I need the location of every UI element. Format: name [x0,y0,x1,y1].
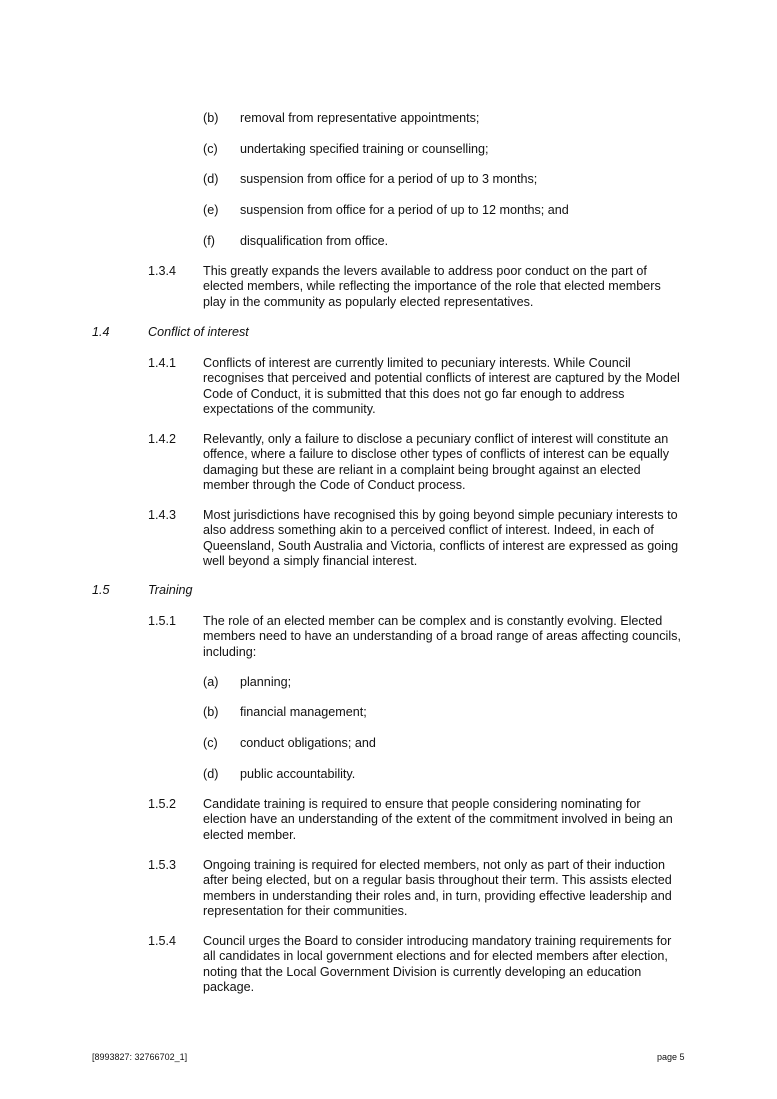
list-item-text: conduct obligations; and [240,736,376,750]
list-item-label: (d) [203,767,219,781]
paragraph-text: Ongoing training is required for elected members, not only as part of their induction after being elected, but on a regular basis throughout their term. This assists elected members in understanding their roles and, in turn, providing effective leadership and representation for their communities. [203,858,672,918]
list-item-label: (a) [203,675,219,689]
paragraph-number: 1.3.4 [148,264,177,278]
list-item-text: removal from representative appointments; [240,111,480,125]
paragraph-text: Candidate training is required to ensure that people considering nominating for election have an understanding of the extent of the commitment involved in being an elected member. [203,797,673,842]
list-item-text: planning; [240,675,292,689]
list-item-label: (b) [203,705,219,719]
list-item-label: (d) [203,172,219,186]
section-title: Training [148,583,193,597]
paragraph-number: 1.4.3 [148,508,177,522]
paragraph-text: Most jurisdictions have recognised this by going beyond simple pecuniary interests to also address something akin to a perceived conflict of interest. Indeed, in each of Queensland, South Australia and Victoria, conflicts of interest are expressed as going well beyond a simply financial interest. [203,508,679,568]
section-number: 1.5 [92,583,110,597]
paragraph-number: 1.4.2 [148,432,177,446]
paragraph-number: 1.5.3 [148,858,177,872]
list-item-text: undertaking specified training or counselling; [240,142,489,156]
section-number: 1.4 [92,325,110,339]
paragraph-number: 1.4.1 [148,356,177,370]
section-title: Conflict of interest [148,325,249,339]
list-item-label: (e) [203,203,219,217]
paragraph-number: 1.5.2 [148,797,177,811]
list-item-label: (b) [203,111,219,125]
list-item-text: suspension from office for a period of up to 3 months; [240,172,538,186]
footer-page-number: page 5 [657,1052,685,1062]
paragraph-text: Conflicts of interest are currently limited to pecuniary interests. While Council recognises that perceived and potential conflicts of interest are captured by the Model Code of Conduct, it is submitted that this does not go far enough to address expectations of the community. [203,356,680,416]
paragraph-number: 1.5.1 [148,614,177,628]
list-item-label: (c) [203,142,218,156]
paragraph-text: Council urges the Board to consider introducing mandatory training requirements for all candidates in local government elections and for elected members after election, noting that the Local Government Division is currently developing an education package. [203,934,672,994]
list-item-label: (c) [203,736,218,750]
paragraph-number: 1.5.4 [148,934,177,948]
paragraph-text: The role of an elected member can be complex and is constantly evolving. Elected members need to have an understanding of a broad range of areas affecting councils, including: [203,614,681,659]
list-item-text: financial management; [240,705,367,719]
footer-doc-reference: [8993827: 32766702_1] [92,1052,188,1062]
list-item-label: (f) [203,234,215,248]
list-item-text: disqualification from office. [240,234,389,248]
paragraph-text: This greatly expands the levers available to address poor conduct on the part of elected members, while reflecting the importance of the role that elected members play in the community as popularly elected representatives. [203,264,661,309]
list-item-text: suspension from office for a period of up to 12 months; and [240,203,569,217]
paragraph-text: Relevantly, only a failure to disclose a pecuniary conflict of interest will constitute an offence, where a failure to disclose other types of conflicts of interest can be equally damaging but these are reliant in a complaint being brought against an elected member through the Code of Conduct process. [203,432,669,492]
list-item-text: public accountability. [240,767,356,781]
